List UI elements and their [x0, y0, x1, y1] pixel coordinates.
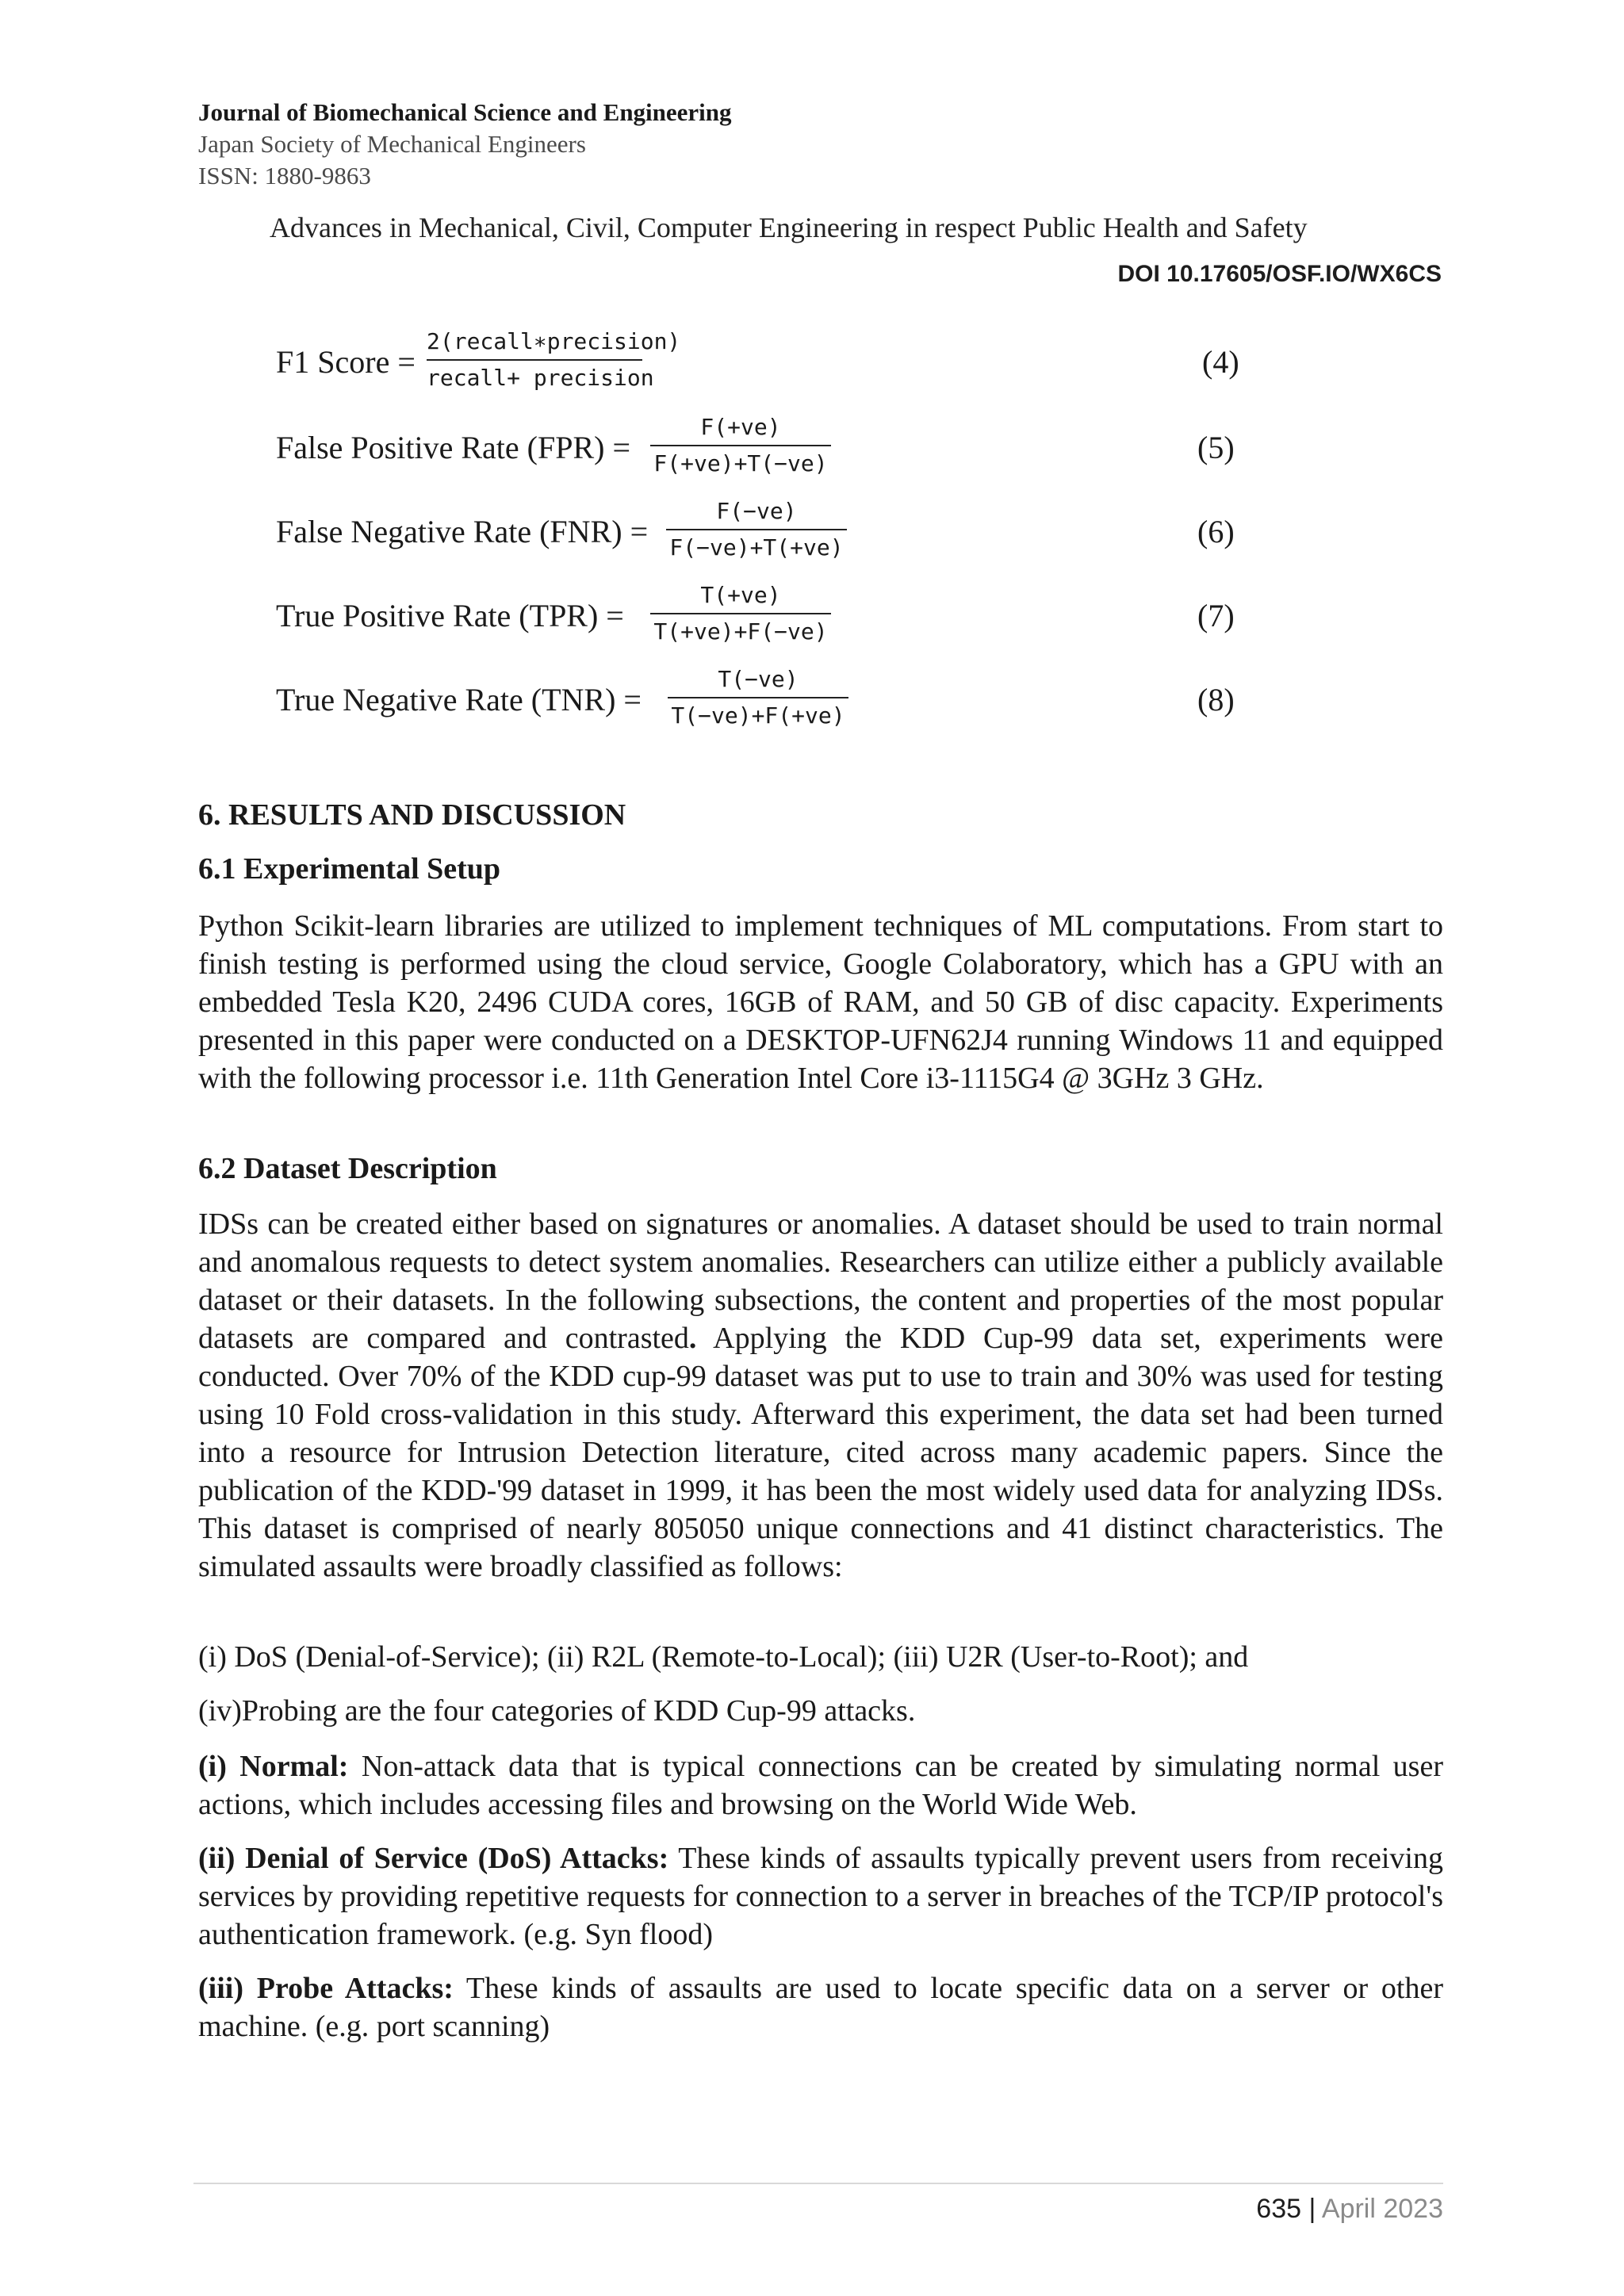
equation-denominator: F(+ve)+T(−ve) — [653, 450, 828, 476]
equation-fraction — [650, 412, 831, 484]
paragraph-text: Applying the KDD Cup-99 data set, experiments were conducted. Over 70% of the KDD cup-99 dataset was put to use to train and 30% was used for testing using 10 Fold cross-validation in this study. Afterward this experiment, the data set had been turned into a resource for Intrusion Detection literature, cited across many academic papers. Since the publication of the KDD-'99 dataset in 1999, it has been the most widely used data for analyzing IDSs. This dataset is comprised of nearly 805050 unique connections and 41 distinct characteristics. The simulated assaults were broadly classified as follows: — [198, 1322, 1443, 1583]
conference-title: Advances in Mechanical, Civil, Computer Engineering in respect Public Health and Safety — [270, 212, 1308, 243]
definition-text: These kinds of assaults are used to locate specific data on a server or other machine. (e.g. port scanning) — [198, 1972, 1443, 2043]
paragraph-text: IDSs can be created either based on signatures or anomalies. A dataset should be used to train normal and anomalous requests to detect system anomalies. Researchers can utilize either a publicly available dataset or their datasets. In the following subsections, the content and properties of the most popular datasets are compared and contrasted — [198, 1207, 1443, 1355]
equation-number: (4) — [1202, 344, 1239, 380]
equation-numerator: F(−ve) — [716, 498, 797, 524]
definition-text: Non-attack data that is typical connections can be created by simulating normal user actions, which includes accessing files and browsing on the World Wide Web. — [198, 1750, 1443, 1821]
subsection-heading-experimental-setup: 6.1 Experimental Setup — [198, 852, 501, 886]
page-footer — [1256, 2193, 1443, 2225]
equation-label: False Negative Rate (FNR) = — [276, 514, 649, 549]
fraction-bar — [427, 359, 642, 361]
subsection-heading-dataset-description: 6.2 Dataset Description — [198, 1152, 497, 1185]
fraction-bar — [668, 697, 848, 698]
page-number: 635 — [1256, 2194, 1302, 2224]
equation-denominator: recall+ precision — [427, 365, 654, 391]
journal-society: Japan Society of Mechanical Engineers — [198, 130, 586, 158]
paragraph-experimental-setup: Python Scikit-learn libraries are utilized to implement techniques of ML computations. From start to finish testing is performed using the cloud service, Google Colaboratory, which has a GPU with an embedded Tesla K20, 2496 CUDA cores, 16GB of RAM, and 50 GB of disc capacity. Experiments presented in this paper were conducted on a DESKTOP-UFN62J4 running Windows 11 and equipped with the following processor i.e. 11th Generation Intel Core i3-1115G4 @ 3GHz 3 GHz. — [198, 909, 1443, 1095]
fraction-bar — [650, 613, 831, 614]
equation-fraction — [650, 580, 831, 652]
fraction-bar — [650, 445, 831, 446]
definition-normal — [198, 1747, 1443, 1823]
attack-categories-line-1: (i) DoS (Denial-of-Service); (ii) R2L (Remote-to-Local); (iii) U2R (User-to-Root); and — [198, 1640, 1249, 1674]
attack-categories-line-2: (iv)Probing are the four categories of KDD Cup-99 attacks. — [198, 1694, 916, 1728]
equation-numerator: 2(recall∗precision) — [427, 328, 681, 354]
section-heading: 6. RESULTS AND DISCUSSION — [198, 798, 626, 832]
paragraph-dataset-description — [198, 1205, 1443, 1586]
definition-term: (ii) Denial of Service (DoS) Attacks: — [198, 1842, 669, 1875]
bold-period: . — [688, 1322, 697, 1355]
equation-fraction — [668, 664, 848, 736]
equation-number: (7) — [1197, 598, 1235, 633]
equation-label: F1 Score = — [276, 344, 416, 380]
doi — [1117, 260, 1442, 289]
equation-fraction — [666, 496, 847, 568]
doi-value: 10.17605/OSF.IO/WX6CS — [1166, 261, 1442, 287]
equation-number: (6) — [1197, 514, 1235, 549]
fraction-bar — [666, 529, 847, 530]
equation-number: (8) — [1197, 682, 1235, 718]
equation-denominator: T(+ve)+F(−ve) — [653, 618, 828, 645]
definition-dos — [198, 1839, 1443, 1954]
equation-label: True Negative Rate (TNR) = — [276, 682, 642, 718]
equation-number: (5) — [1197, 430, 1235, 465]
definition-probe — [198, 1969, 1443, 2045]
equation-fraction — [427, 327, 681, 398]
equation-denominator: F(−ve)+T(+ve) — [669, 534, 844, 561]
issue-date: April 2023 — [1321, 2194, 1443, 2224]
doi-label: DOI — [1117, 261, 1160, 287]
journal-title: Journal of Biomechanical Science and Engineering — [198, 98, 732, 126]
footer-separator: | — [1308, 2194, 1316, 2224]
footer-divider — [193, 2183, 1443, 2184]
definition-term: (iii) Probe Attacks: — [198, 1972, 454, 2005]
equation-numerator: T(−ve) — [718, 666, 799, 692]
equation-label: False Positive Rate (FPR) = — [276, 430, 631, 465]
definition-term: (i) Normal: — [198, 1750, 349, 1783]
equation-denominator: T(−ve)+F(+ve) — [671, 702, 845, 729]
definition-text: These kinds of assaults typically prevent users from receiving services by providing repetitive requests for connection to a server in breaches of the TCP/IP protocol's authentication framework. (e.g. Syn flood) — [198, 1842, 1443, 1951]
equation-numerator: F(+ve) — [700, 414, 781, 440]
equation-label: True Positive Rate (TPR) = — [276, 598, 624, 633]
journal-issn: ISSN: 1880-9863 — [198, 162, 371, 189]
equation-numerator: T(+ve) — [700, 582, 781, 608]
